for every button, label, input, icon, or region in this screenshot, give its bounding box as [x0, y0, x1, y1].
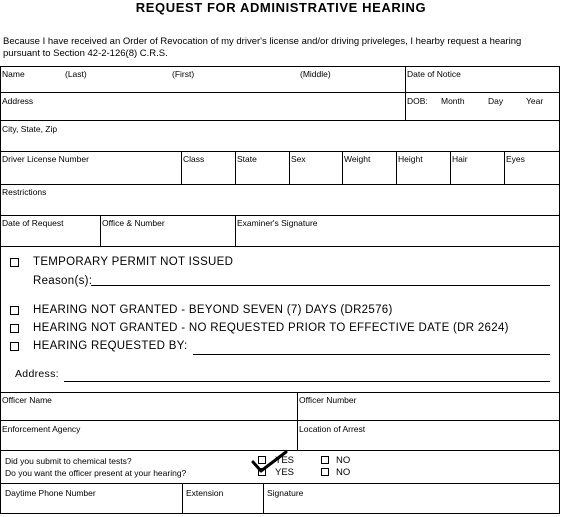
rule [0, 120, 560, 121]
rule [0, 483, 560, 484]
beyond-seven-days-checkbox[interactable] [10, 306, 19, 315]
dob-month-label: Month [441, 96, 465, 106]
restrictions-label: Restrictions [2, 187, 47, 197]
dob-day-label: Day [488, 96, 504, 106]
divider [450, 151, 451, 184]
rule [0, 513, 560, 514]
address-label: Address [2, 96, 34, 106]
officer-name-label: Officer Name [2, 395, 52, 405]
reasons-line[interactable] [91, 285, 550, 286]
reasons-label: Reason(s): [33, 275, 93, 287]
rule [0, 392, 560, 393]
rule [0, 184, 560, 185]
form-title: REQUEST FOR ADMINISTRATIVE HEARING [135, 0, 427, 15]
checkmark-icon [250, 450, 290, 478]
rule [0, 215, 560, 216]
hearing-requested-label: HEARING REQUESTED BY: [33, 340, 188, 352]
city-state-zip-label: City, State, Zip [2, 124, 58, 134]
hearing-requested-checkbox[interactable] [10, 342, 19, 351]
date-of-notice-label: Date of Notice [407, 69, 461, 79]
divider [235, 151, 236, 184]
divider [289, 151, 290, 184]
date-of-request-label: Date of Request [2, 218, 64, 228]
name-label: Name [2, 69, 25, 79]
office-number-label: Office & Number [102, 218, 165, 228]
state-label: State [237, 154, 257, 164]
temp-permit-checkbox[interactable] [10, 258, 19, 267]
signature-label: Signature [267, 488, 304, 498]
divider [297, 392, 298, 450]
intro-text: Because I have received an Order of Revocation of my driver's license and/or driving priveleges, I hearby request a hearing pursuant to Section 42-2-126(8) C.R.S. [3, 36, 522, 59]
chemical-tests-question: Did you submit to chemical tests? [5, 456, 132, 466]
divider [100, 215, 101, 246]
daytime-phone-label: Daytime Phone Number [5, 488, 96, 498]
extension-label: Extension [186, 488, 224, 498]
requested-by-line[interactable] [193, 354, 550, 355]
divider [181, 151, 182, 184]
divider [396, 151, 397, 184]
prior-effective-date-label: HEARING NOT GRANTED - NO REQUESTED PRIOR TO EFFECTIVE DATE (DR 2624) [33, 322, 509, 334]
divider [235, 215, 236, 246]
officer-no-label: NO [336, 467, 351, 478]
first-name-label: (First) [172, 69, 195, 79]
dob-label: DOB: [407, 96, 428, 106]
temp-permit-label: TEMPORARY PERMIT NOT ISSUED [33, 256, 234, 268]
rule [0, 246, 560, 247]
divider [342, 151, 343, 184]
location-of-arrest-label: Location of Arrest [299, 424, 366, 434]
license-number-label: Driver License Number [2, 154, 89, 164]
chemical-no-checkbox[interactable] [321, 456, 329, 464]
examiner-signature-label: Examiner's Signature [237, 218, 318, 228]
border-left [0, 66, 1, 513]
divider [263, 483, 264, 513]
weight-label: Weight [344, 154, 371, 164]
hair-label: Hair [452, 154, 468, 164]
prior-effective-date-checkbox[interactable] [10, 324, 19, 333]
last-name-label: (Last) [65, 69, 87, 79]
rule [0, 66, 560, 67]
divider [182, 483, 183, 513]
beyond-seven-days-label: HEARING NOT GRANTED - BEYOND SEVEN (7) DAYS (DR2576) [33, 304, 393, 316]
officer-present-question: Do you want the officer present at your hearing? [5, 468, 187, 478]
address-line[interactable] [64, 381, 550, 382]
sex-label: Sex [291, 154, 306, 164]
officer-yes-label: YES [275, 467, 295, 478]
divider [504, 151, 505, 184]
address-field-label: Address: [15, 368, 59, 380]
middle-name-label: (Middle) [300, 69, 331, 79]
rule [0, 420, 560, 421]
officer-no-checkbox[interactable] [321, 468, 329, 476]
eyes-label: Eyes [506, 154, 525, 164]
rule [0, 92, 560, 93]
officer-number-label: Officer Number [299, 395, 357, 405]
divider [405, 66, 406, 120]
height-label: Height [398, 154, 423, 164]
class-label: Class [183, 154, 205, 164]
border-right [559, 66, 560, 513]
enforcement-agency-label: Enforcement Agency [2, 424, 81, 434]
chemical-yes-label: YES [275, 455, 295, 466]
chemical-no-label: NO [336, 455, 351, 466]
rule [0, 151, 560, 152]
dob-year-label: Year [526, 96, 544, 106]
